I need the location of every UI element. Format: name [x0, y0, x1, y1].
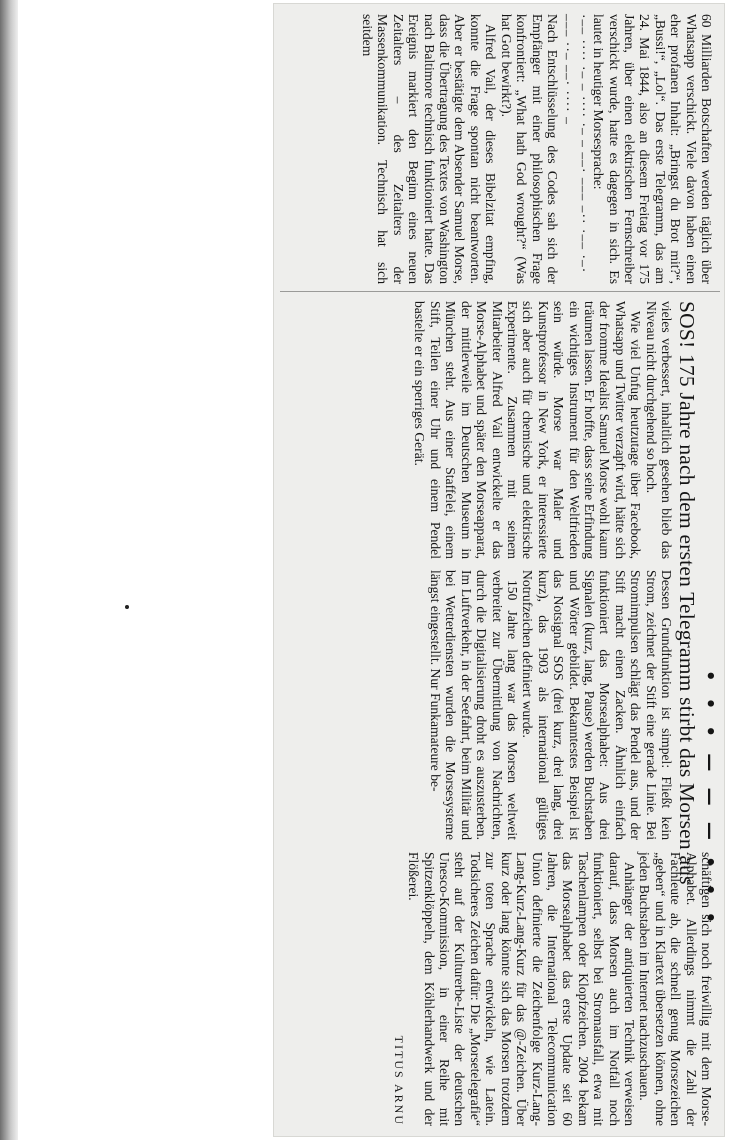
article-column-2: [412, 301, 674, 559]
column-2-paragraph-2: Wie viel Unfug heutzutage über Facebook, Whatsapp und Twitter verzapft wird, hätte sich der fromme Idealist Samuel Morse wohl kaum träumen lassen. Er hoffte, dass seine Erfindung ein wichtiges Instrument für den Weltfrieden sein würde. Morse war Maler und Kunstprofessor in New York, er interessierte sich aber auch für chemische und elektrische Experimente. Zusammen mit seinem Mitarbeiter Alfred Vail entwickelte er das Morse-Alphabet und später den Morseapparat, der mittlerweile im Deutschen Museum in München steht. Aus einer Staffelei, einem Stift, Teilen einer Uhr und einem Pendel bastelte er ein sperriges Gerät.: [412, 301, 644, 559]
newspaper-clipping: [274, 4, 724, 1136]
scanner-edge-shadow: [0, 0, 18, 1140]
dust-speck: [125, 605, 129, 609]
column-4-paragraph-2: Anhänger der antiquierten Technik verweisen darauf, dass Morsen auch im Notfall noch funktioniert, selbst bei Stromausfall, etwa mit Taschenlampen oder Klopfzeichen. 2004 bekam das Morsealphabet das erste Update seit 60 Jahren, die International Telecommunication Union definierte die Zeichenfolge Kurz-Lang-Lang-Kurz-Lang-Kurz für das @-Zeichen. Über kurz oder lang könnte sich das Morsen trotzdem zur toten Sprache entwickeln, wie Latein. Todsicheres Zeichen dafür: Die „Morsetelegrafie“ steht auf der Kulturerbe-Liste der deutschen Unesco-Kommission, in einer Reihe mit Spitzenklöppeln, dem Köhlerhandwerk und der Flößerei.: [406, 852, 637, 1126]
column-1-paragraph-2: Nach Entschlüsselung des Codes sah sich der Empfänger mit einer philosophischen Frage konfrontiert: „What hath God wrought?“ (Was hat Gott bewirkt?).: [498, 14, 560, 284]
article-headline: SOS! 175 Jahre nach dem ersten Telegramm stirbt das Morsen aus: [675, 301, 699, 885]
column-3-paragraph-1: Dessen Grundfunktion ist simpel: Fließt kein Strom, zeichnet der Stift eine gerade Linie. Bei Stromimpulsen schlägt das Pendel aus, und der Stift macht einen Zacken. Ähnlich einfach funktioniert das Morsealphabet: Aus drei Signalen (kurz, lang, Pause) werden Buchstaben und Wörter gebildet. Bekanntestes Beispiel ist das Notsignal SOS (drei kurz, drei lang, drei kurz), das 1903 als international gültiges Notrufzeichen definiert wurde.: [520, 570, 674, 840]
article-column-1: [360, 14, 714, 284]
column-4-paragraph-1: schäftigen sich noch freiwillig mit dem Morse-Alphabet. Allerdings nimmt die Zahl der Fachleute ab, die schnell genug Morsezeichen „geben“ und in Klartext übersetzen können, ohne jeden Buchstaben im Internet nachzuschauen.: [637, 852, 714, 1126]
column-1-paragraph-3: Alfred Vail, der dieses Bibelzitat empfing, konnte die Frage spontan nicht beantworten. Aber er bestätigte dem Absender Samuel Morse, dass die Übertragung des Textes von Washington nach Baltimore technisch funktioniert hatte. Das Ereignis markiert den Beginn eines neuen Zeitalters – des Zeitalters der Massenkommunikation. Technisch hat sich seitdem: [360, 14, 499, 284]
article-column-4: [390, 852, 714, 1126]
author-byline: TITUS ARNU: [391, 1035, 406, 1126]
column-2-paragraph-1: vieles verbessert, inhaltlich gesehen blieb das Niveau nicht durchgehend so hoch.: [643, 301, 674, 559]
morse-ornament: • • • — — — • • •: [699, 670, 720, 929]
article-column-3: [428, 570, 675, 840]
column-3-paragraph-2: 150 Jahre lang war das Morsen weltweit verbreitet zur Übermittlung von Nachrichten, durch die Digitalisierung droht es auszusterben. Im Luftverkehr, in der Seefahrt, beim Militär und bei Wetterdiensten wurden die Morsesysteme längst eingestellt. Nur Funkamateure be-: [427, 570, 520, 840]
column-1-paragraph-1: 60 Milliarden Botschaften werden täglich über Whatsapp verschickt. Viele davon haben einen eher profanen Inhalt: „Bringst du Brot mit?“, „Bussi!“, „Lol“. Das erste Telegramm, das am 24. Mai 1844, also an diesem Freitag vor 175 Jahren, über einen elektrischen Fernschreiber verschickt wurde, hatte es dagegen in sich. Es lautet in heutiger Morsesprache:: [591, 14, 714, 284]
morse-code-line: ·–– ···· ·– – ···· ·– – ––· ––– –·· ·–– ·–· ––– ··– ––· ···· –: [560, 14, 591, 274]
column-divider: [280, 291, 720, 292]
